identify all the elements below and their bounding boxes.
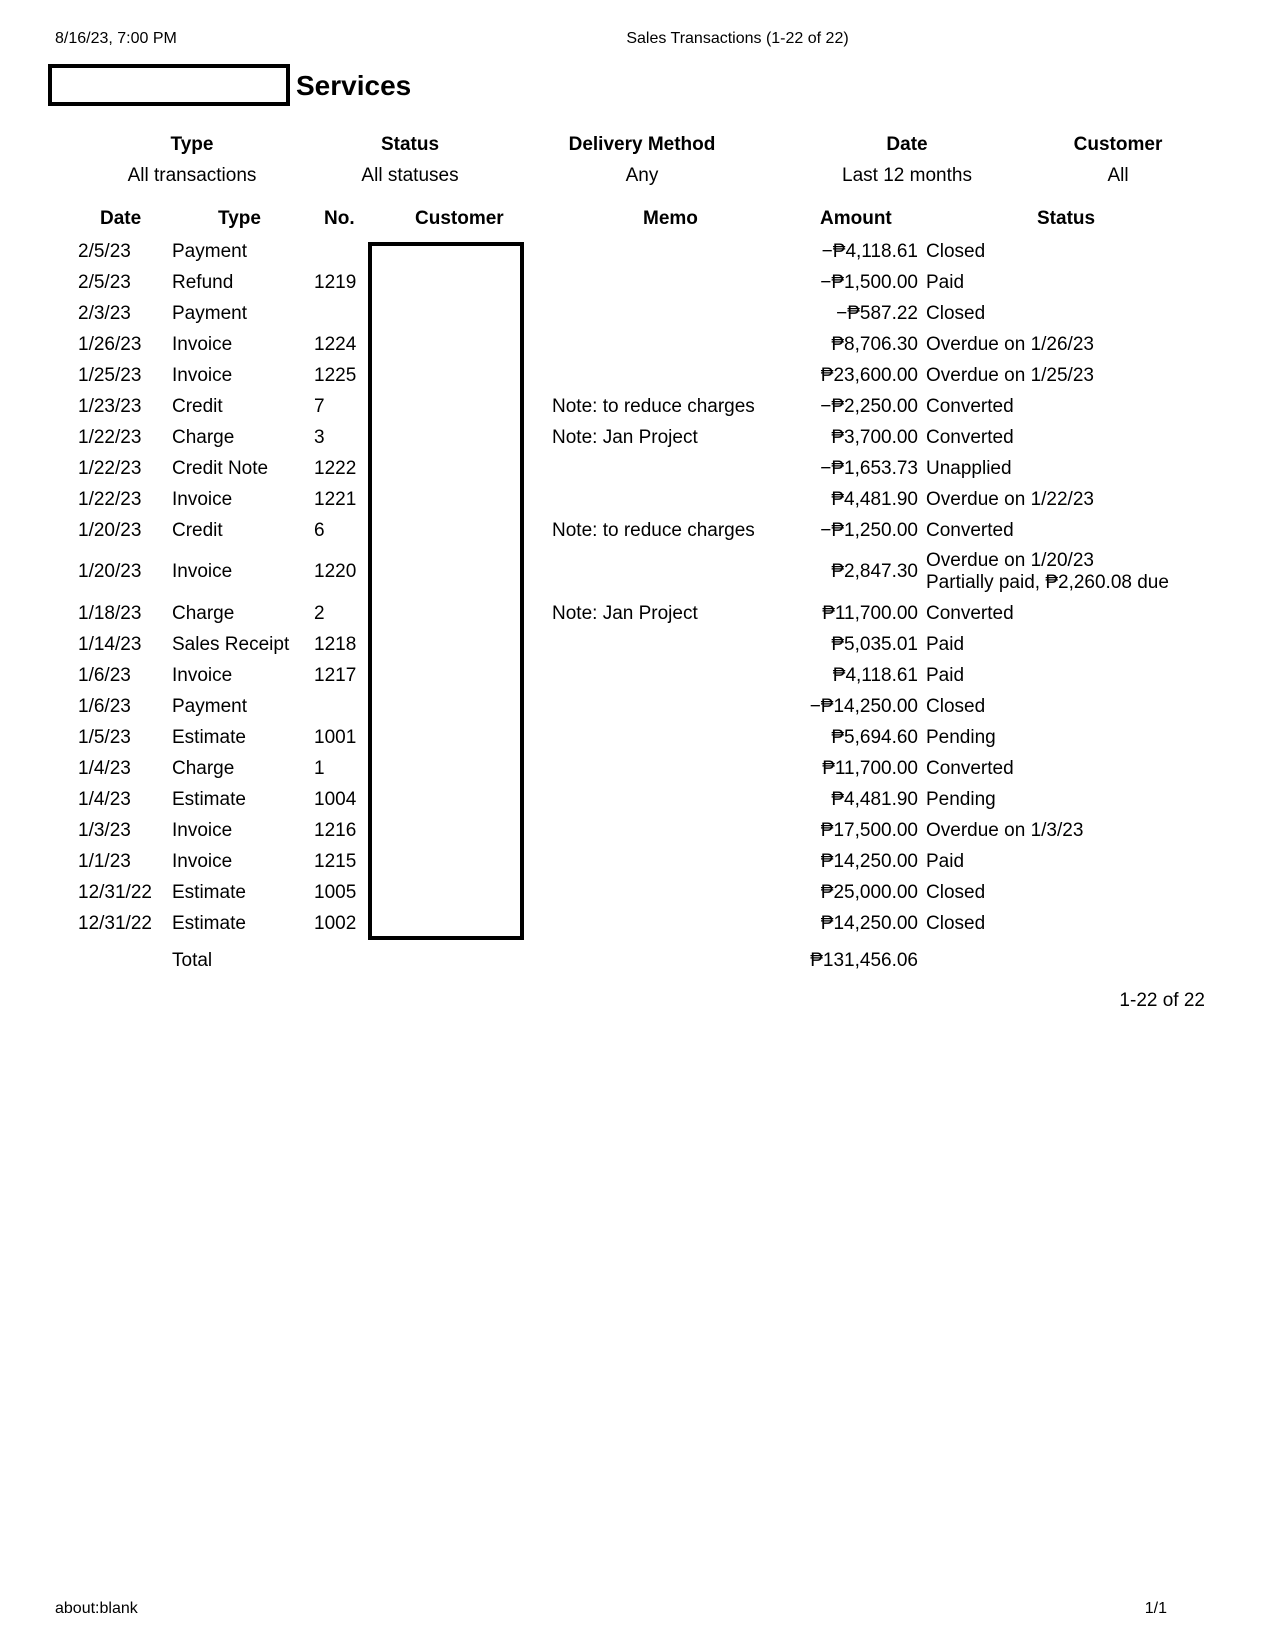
row-type: Credit Note <box>172 458 269 479</box>
row-status-primary: Overdue on 1/26/23 <box>926 334 1094 355</box>
row-number: 1001 <box>314 727 357 748</box>
row-status <box>926 758 1014 780</box>
row-amount: ₱5,694.60 <box>831 727 918 748</box>
row-date: 12/31/22 <box>78 913 152 934</box>
row-status <box>926 634 964 656</box>
filter-type-value: All transactions <box>127 165 257 186</box>
column-header-customer: Customer <box>415 208 504 229</box>
row-amount: ₱14,250.00 <box>820 851 918 872</box>
row-amount: ₱17,500.00 <box>820 820 918 841</box>
filter-delivery-label: Delivery Method <box>568 134 716 155</box>
row-status-primary: Overdue on 1/25/23 <box>926 365 1094 386</box>
row-date: 1/20/23 <box>78 520 142 541</box>
row-number: 1216 <box>314 820 357 841</box>
row-number: 1225 <box>314 365 357 386</box>
row-status <box>926 913 985 935</box>
row-type: Estimate <box>172 789 246 810</box>
row-type: Payment <box>172 303 247 324</box>
filter-type-label: Type <box>170 134 214 155</box>
row-amount: −₱1,250.00 <box>820 520 918 541</box>
row-status <box>926 603 1014 625</box>
row-date: 1/14/23 <box>78 634 142 655</box>
pagination-info: 1-22 of 22 <box>1119 990 1205 1011</box>
row-number: 1218 <box>314 634 357 655</box>
row-number: 1217 <box>314 665 357 686</box>
row-status <box>926 789 996 811</box>
row-type: Estimate <box>172 882 246 903</box>
print-url: about:blank <box>55 1600 138 1617</box>
row-amount: ₱4,481.90 <box>831 489 918 510</box>
row-date: 1/18/23 <box>78 603 142 624</box>
row-status-primary: Paid <box>926 272 965 293</box>
print-page-number: 1/1 <box>1144 1600 1167 1617</box>
filter-status-value: All statuses <box>361 165 459 186</box>
row-status-primary: Converted <box>926 396 1014 417</box>
row-status-primary: Closed <box>926 913 986 934</box>
row-number: 1002 <box>314 913 357 934</box>
row-number: 2 <box>314 603 325 624</box>
row-date: 12/31/22 <box>78 882 152 903</box>
row-status-primary: Closed <box>926 241 986 262</box>
row-type: Credit <box>172 396 223 417</box>
row-date: 2/5/23 <box>78 241 131 262</box>
row-status-primary: Closed <box>926 303 986 324</box>
row-status-primary: Overdue on 1/3/23 <box>926 820 1084 841</box>
row-type: Invoice <box>172 365 233 386</box>
row-status <box>926 696 985 718</box>
row-date: 1/4/23 <box>78 758 131 779</box>
row-type: Invoice <box>172 820 233 841</box>
row-status <box>926 727 996 749</box>
row-status-secondary: Partially paid, ₱2,260.08 due <box>926 572 1169 593</box>
company-name-redaction <box>48 64 290 106</box>
row-status <box>926 489 1094 511</box>
row-status <box>926 550 1169 594</box>
row-status-primary: Converted <box>926 603 1014 624</box>
column-header-date: Date <box>100 208 142 229</box>
row-date: 2/3/23 <box>78 303 131 324</box>
row-status-primary: Closed <box>926 696 986 717</box>
row-status-primary: Paid <box>926 665 965 686</box>
row-status-primary: Unapplied <box>926 458 1012 479</box>
row-date: 1/22/23 <box>78 458 142 479</box>
row-status <box>926 241 985 263</box>
row-amount: ₱3,700.00 <box>831 427 918 448</box>
row-number: 6 <box>314 520 325 541</box>
row-type: Invoice <box>172 489 233 510</box>
row-status <box>926 427 1014 449</box>
row-status-primary: Paid <box>926 851 965 872</box>
row-number: 1 <box>314 758 325 779</box>
row-type: Refund <box>172 272 234 293</box>
row-status-primary: Closed <box>926 882 986 903</box>
row-amount: −₱1,653.73 <box>820 458 918 479</box>
filter-date-label: Date <box>886 134 928 155</box>
row-type: Invoice <box>172 334 233 355</box>
row-amount: −₱2,250.00 <box>820 396 918 417</box>
row-status-primary: Pending <box>926 727 996 748</box>
row-date: 2/5/23 <box>78 272 131 293</box>
row-amount: ₱14,250.00 <box>820 913 918 934</box>
row-memo: Note: Jan Project <box>552 603 698 624</box>
row-number: 1221 <box>314 489 357 510</box>
row-status <box>926 365 1094 387</box>
row-status-primary: Overdue on 1/20/23 <box>926 550 1094 571</box>
row-type: Sales Receipt <box>172 634 290 655</box>
row-status <box>926 334 1094 356</box>
print-datetime: 8/16/23, 7:00 PM <box>55 30 177 47</box>
row-number: 1220 <box>314 561 357 582</box>
row-date: 1/25/23 <box>78 365 142 386</box>
row-date: 1/1/23 <box>78 851 131 872</box>
row-amount: ₱4,118.61 <box>832 665 918 686</box>
filter-customer-label: Customer <box>1073 134 1163 155</box>
row-status-primary: Converted <box>926 758 1014 779</box>
column-header-no: No. <box>324 208 355 229</box>
customer-column-redaction <box>368 242 524 940</box>
filter-delivery-value: Any <box>625 165 659 186</box>
row-status <box>926 303 985 325</box>
row-number: 7 <box>314 396 325 417</box>
row-type: Credit <box>172 520 223 541</box>
row-amount: ₱4,481.90 <box>831 789 918 810</box>
row-amount: −₱1,500.00 <box>820 272 918 293</box>
row-amount: ₱8,706.30 <box>831 334 918 355</box>
row-type: Estimate <box>172 727 246 748</box>
row-date: 1/5/23 <box>78 727 131 748</box>
row-status <box>926 665 964 687</box>
row-date: 1/26/23 <box>78 334 142 355</box>
column-header-type: Type <box>218 208 261 229</box>
row-type: Payment <box>172 696 247 717</box>
row-status <box>926 272 964 294</box>
row-number: 1222 <box>314 458 357 479</box>
row-amount: ₱11,700.00 <box>822 603 918 624</box>
row-memo: Note: Jan Project <box>552 427 698 448</box>
row-number: 1004 <box>314 789 357 810</box>
row-type: Invoice <box>172 561 233 582</box>
row-status <box>926 820 1083 842</box>
column-header-amount: Amount <box>820 208 892 229</box>
row-amount: ₱23,600.00 <box>820 365 918 386</box>
row-amount: ₱11,700.00 <box>822 758 918 779</box>
filter-date-value: Last 12 months <box>842 165 972 186</box>
row-memo: Note: to reduce charges <box>552 396 755 417</box>
row-amount: ₱2,847.30 <box>831 561 918 582</box>
report-title: Services <box>296 70 412 101</box>
row-amount: ₱25,000.00 <box>820 882 918 903</box>
row-type: Payment <box>172 241 247 262</box>
row-amount: −₱4,118.61 <box>821 241 918 262</box>
row-type: Charge <box>172 758 235 779</box>
total-label: Total <box>172 950 213 971</box>
row-type: Charge <box>172 603 235 624</box>
row-status-primary: Pending <box>926 789 996 810</box>
row-number: 3 <box>314 427 325 448</box>
row-type: Estimate <box>172 913 246 934</box>
row-date: 1/3/23 <box>78 820 131 841</box>
row-number: 1224 <box>314 334 357 355</box>
print-page-title: Sales Transactions (1-22 of 22) <box>626 30 849 47</box>
row-status-primary: Converted <box>926 520 1014 541</box>
column-header-memo: Memo <box>643 208 698 229</box>
row-date: 1/22/23 <box>78 427 142 448</box>
row-status <box>926 458 1012 480</box>
row-status <box>926 520 1014 542</box>
row-date: 1/6/23 <box>78 665 131 686</box>
row-number: 1219 <box>314 272 357 293</box>
row-date: 1/4/23 <box>78 789 131 810</box>
row-date: 1/22/23 <box>78 489 142 510</box>
total-amount: ₱131,456.06 <box>810 950 918 971</box>
row-status-primary: Overdue on 1/22/23 <box>926 489 1094 510</box>
row-type: Invoice <box>172 665 233 686</box>
column-header-status: Status <box>1037 208 1096 229</box>
row-type: Charge <box>172 427 235 448</box>
row-amount: −₱14,250.00 <box>809 696 918 717</box>
row-date: 1/6/23 <box>78 696 131 717</box>
row-status <box>926 396 1014 418</box>
row-memo: Note: to reduce charges <box>552 520 755 541</box>
filter-customer-value: All <box>1107 165 1129 186</box>
row-status <box>926 851 964 873</box>
row-status <box>926 882 985 904</box>
row-date: 1/23/23 <box>78 396 142 417</box>
row-status-primary: Converted <box>926 427 1014 448</box>
row-number: 1215 <box>314 851 357 872</box>
row-amount: ₱5,035.01 <box>831 634 918 655</box>
row-status-primary: Paid <box>926 634 965 655</box>
row-type: Invoice <box>172 851 233 872</box>
filter-status-label: Status <box>380 134 440 155</box>
row-amount: −₱587.22 <box>836 303 918 324</box>
row-date: 1/20/23 <box>78 561 142 582</box>
row-number: 1005 <box>314 882 357 903</box>
